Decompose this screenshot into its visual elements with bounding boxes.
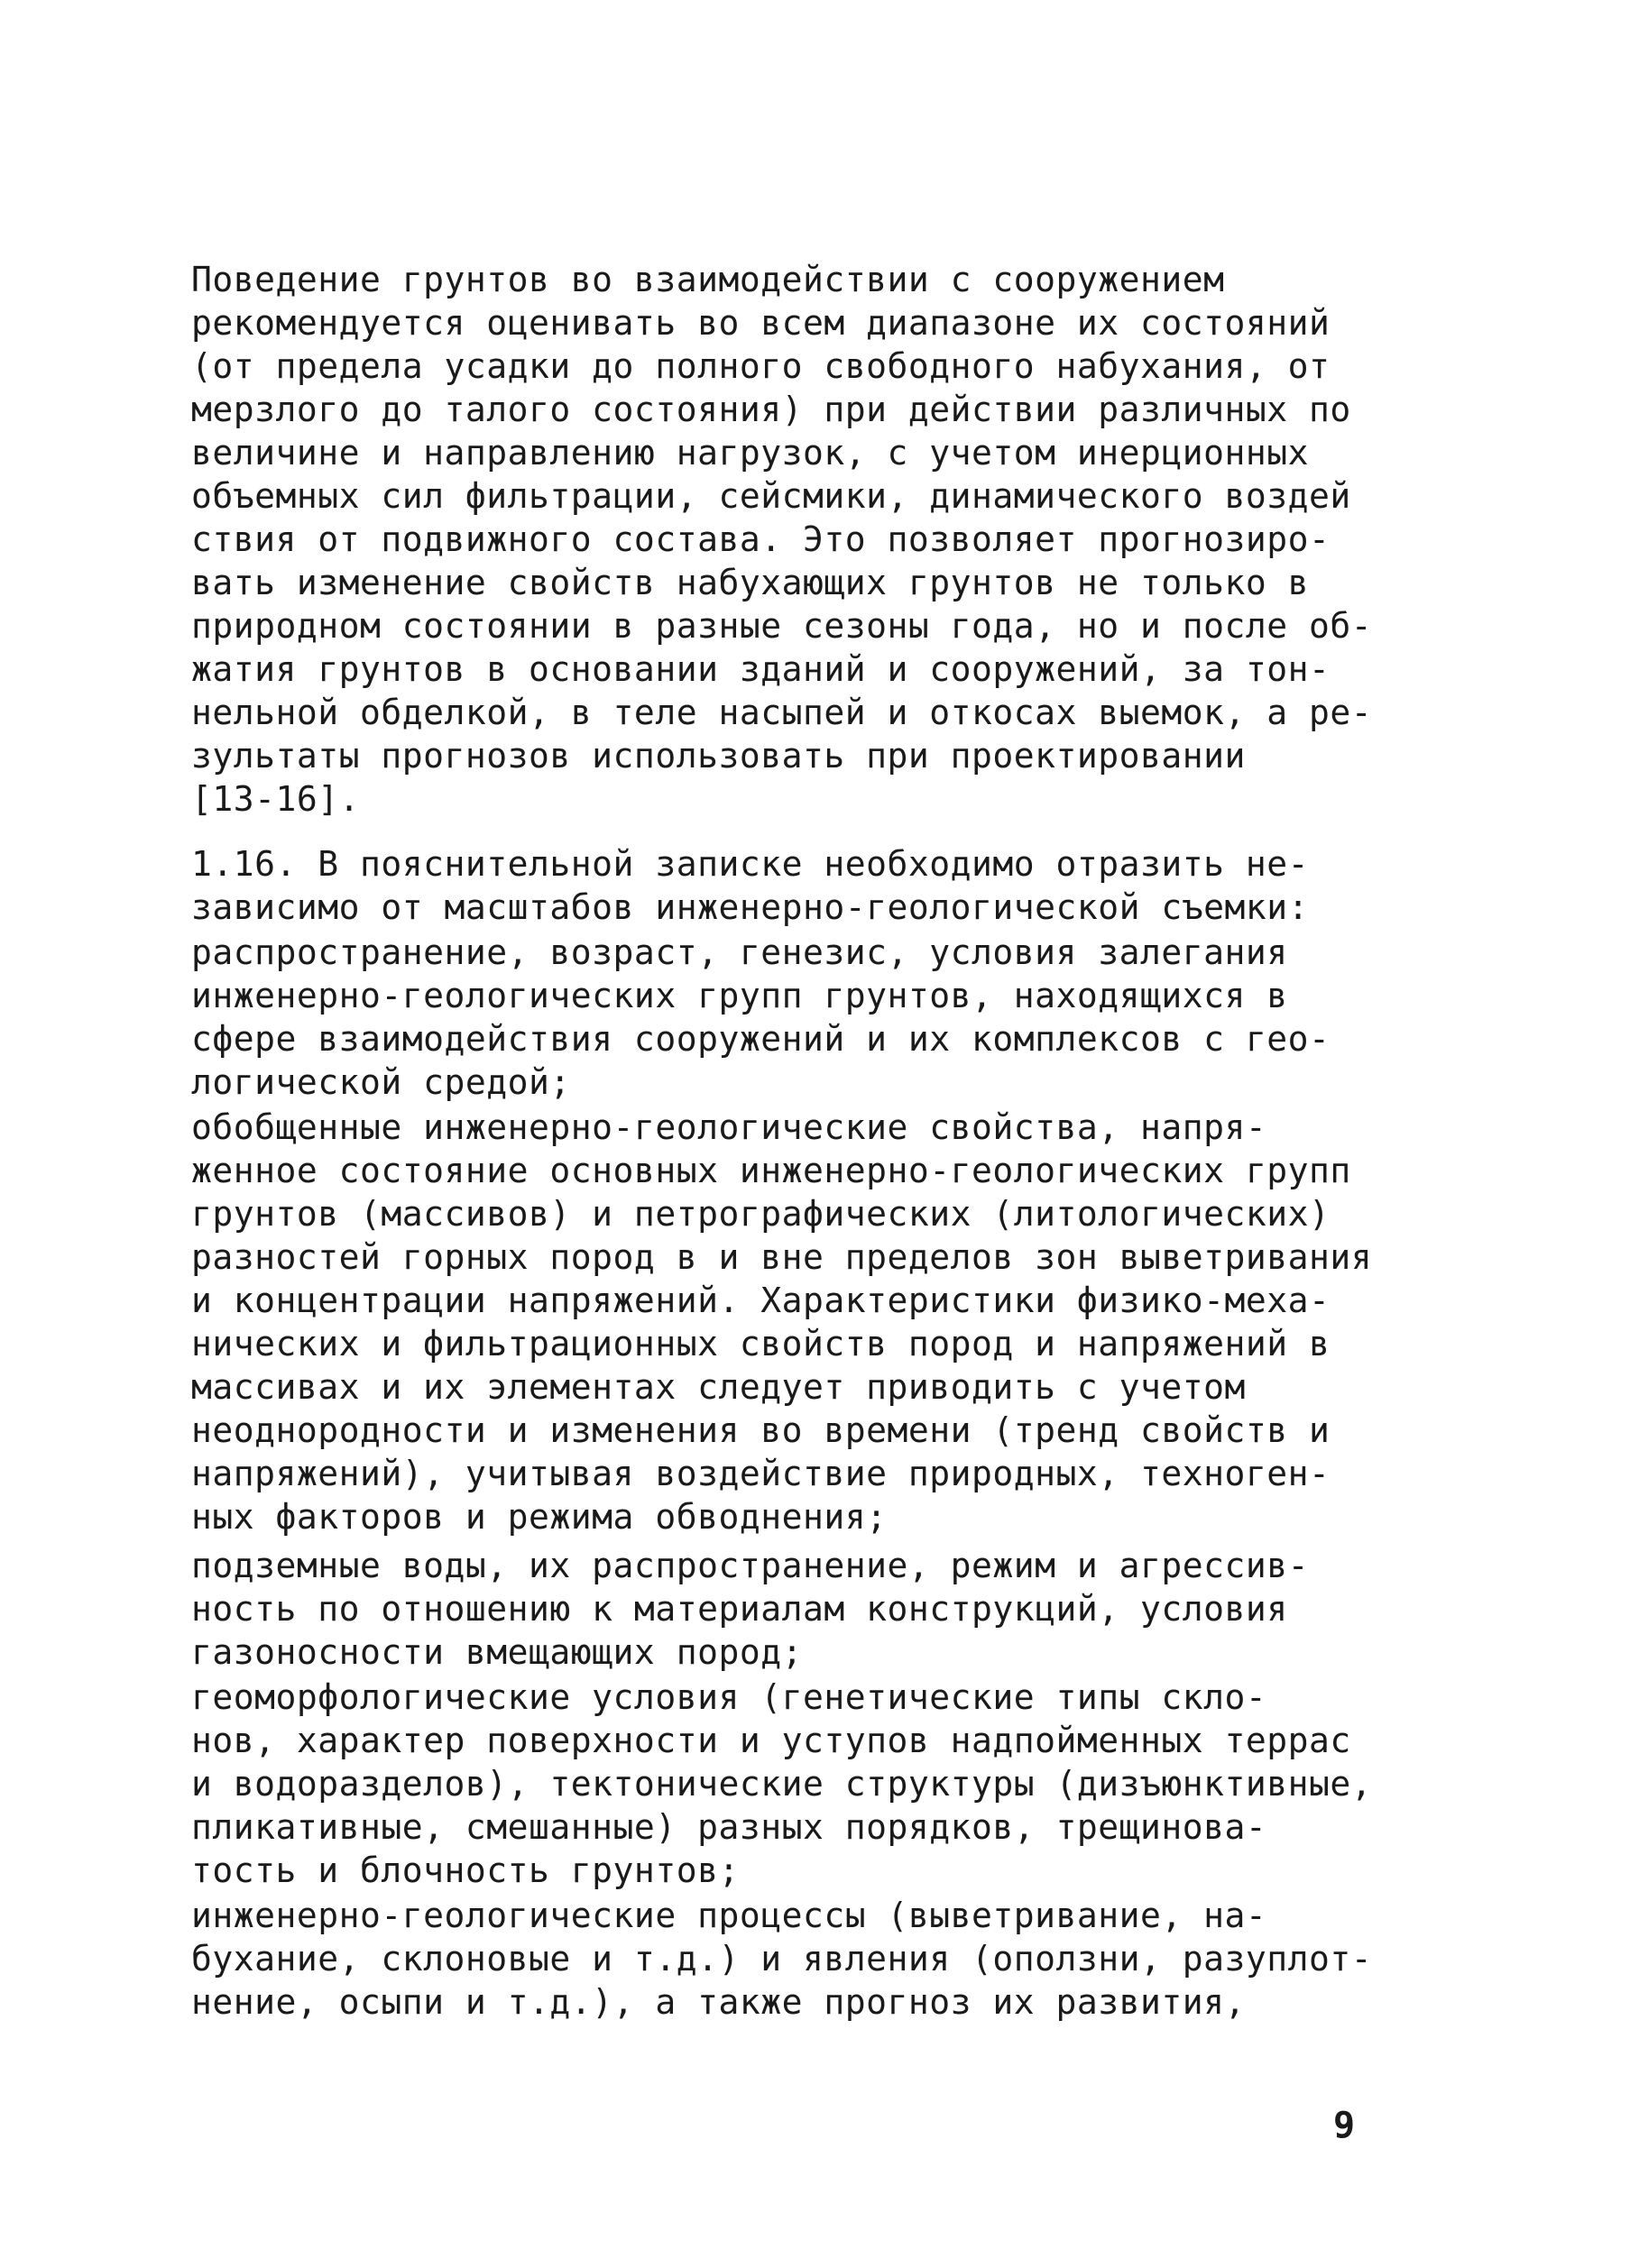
text-line: бухание, склоновые и т.д.) и явления (оползни, разуплот- [191,1939,1373,1979]
text-line: нельной обделкой, в теле насыпей и откосах выемок, а ре- [191,693,1373,732]
list-item-processes [191,1894,1436,2024]
list-item-groundwater [191,1544,1436,1674]
text-line: неоднородности и изменения во времени (тренд свойств и [191,1410,1331,1450]
paragraph-soil-behavior [191,258,1436,821]
text-line: нов, характер поверхности и уступов надпойменных террас [191,1721,1351,1760]
text-line: объемных сил фильтрации, сейсмики, динамического воздей [191,476,1351,516]
text-line: ствия от подвижного состава. Это позволяет прогнозиро- [191,519,1331,559]
list-item-properties [191,1106,1436,1538]
text-line: логической средой; [191,1062,571,1102]
text-line: женное состояние основных инженерно-геологических групп [191,1151,1351,1190]
text-line: тость и блочность грунтов; [191,1850,740,1890]
text-line: распространение, возраст, генезис, условия залегания [191,932,1288,972]
paragraph-section-1-16 [191,842,1436,929]
text-line: газоносности вмещающих пород; [191,1632,803,1672]
text-line: инженерно-геологических групп грунтов, находящихся в [191,976,1288,1015]
text-line: мерзлого до талого состояния) при действии различных по [191,390,1351,429]
list-item-geomorphology [191,1676,1436,1892]
text-line: обобщенные инженерно-геологические свойства, напря- [191,1107,1267,1147]
text-line: ных факторов и режима обводнения; [191,1497,888,1537]
list-item-distribution [191,931,1436,1104]
text-line: грунтов (массивов) и петрографических (литологических) [191,1194,1331,1234]
text-line: нических и фильтрационных свойств пород и напряжений в [191,1324,1331,1364]
text-line: сфере взаимодействия сооружений и их комплексов с гео- [191,1019,1331,1059]
text-line: инженерно-геологические процессы (выветривание, на- [191,1896,1267,1935]
text-line: природном состоянии в разные сезоны года, но и после об- [191,606,1373,646]
text-line: вать изменение свойств набухающих грунтов не только в [191,563,1310,602]
text-line: рекомендуется оценивать во всем диапазоне их состояний [191,303,1331,343]
page-number: 9 [1333,2105,1356,2146]
text-line: ность по отношению к материалам конструкций, условия [191,1589,1288,1629]
text-line: и концентрации напряжений. Характеристики физико-меха- [191,1281,1331,1320]
text-line: и водоразделов), тектонические структуры (дизъюнктивные, [191,1764,1373,1804]
text-line: (от предела усадки до полного свободного набухания, от [191,346,1331,386]
text-line: жатия грунтов в основании зданий и сооружений, за тон- [191,649,1331,689]
text-line: [13-16]. [191,779,361,819]
text-line: геоморфологические условия (генетические типы скло- [191,1677,1267,1717]
text-line: зультаты прогнозов использовать при проектировании [191,736,1246,776]
text-line: нение, осыпи и т.д.), а также прогноз их развития, [191,1982,1246,2022]
text-line: подземные воды, их распространение, режим и агрессив- [191,1546,1310,1585]
text-line: разностей горных пород в и вне пределов зон выветривания [191,1237,1373,1277]
text-line: Поведение грунтов во взаимодействии с сооружением [191,260,1225,299]
text-line: массивах и их элементах следует приводить с учетом [191,1367,1246,1407]
text-line: напряжений), учитывая воздействие природных, техноген- [191,1454,1331,1493]
text-line: зависимо от масштабов инженерно-геологической съемки: [191,887,1310,927]
text-line: 1.16. В пояснительной записке необходимо отразить не- [191,844,1310,884]
text-line: величине и направлению нагрузок, с учетом инерционных [191,433,1310,473]
text-line: пликативные, смешанные) разных порядков, трещинова- [191,1807,1267,1847]
